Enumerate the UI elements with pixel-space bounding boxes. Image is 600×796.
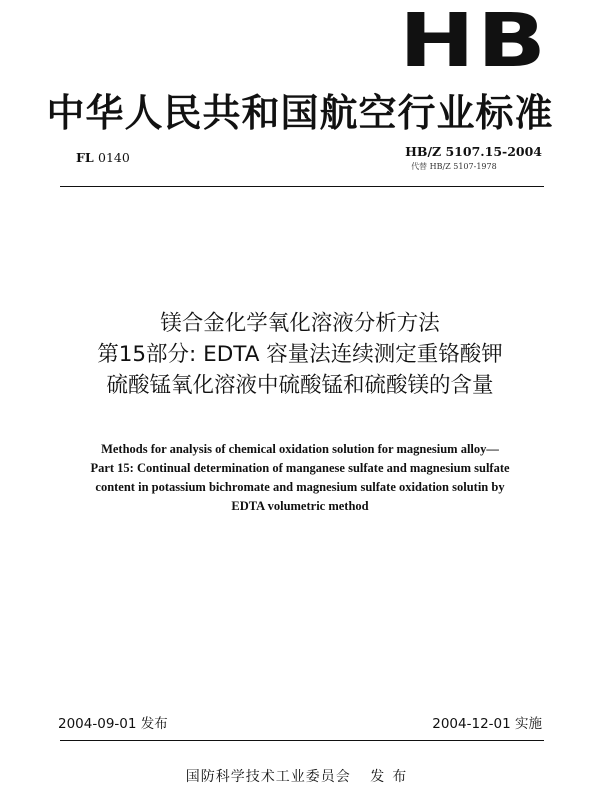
english-title-line-1: Methods for analysis of chemical oxidation solution for magnesium alloy—	[101, 442, 499, 456]
chinese-title-line-3: 硫酸锰氧化溶液中硫酸锰和硫酸镁的含量	[106, 373, 494, 398]
agency-title: 中华人民共和国航空行业标准	[46, 91, 554, 135]
header-divider	[60, 186, 544, 187]
english-title	[0, 440, 600, 516]
chinese-title-line-2: 第15部分: EDTA 容量法连续测定重铬酸钾	[97, 342, 503, 367]
publisher-name: 国防科学技术工业委员会	[185, 769, 351, 785]
english-title-line-3: content in potassium bichromate and magnesium sulfate oxidation solutin by	[95, 480, 505, 494]
hb-logo: HB	[398, 0, 548, 84]
chinese-title-line-1: 镁合金化学氧化溶液分析方法	[160, 311, 440, 336]
classification-code	[76, 150, 130, 165]
publish-verb: 发布	[370, 769, 415, 785]
standard-number: HB/Z 5107.15-2004	[405, 144, 542, 159]
chinese-title	[0, 308, 600, 401]
classification-number: 0140	[98, 150, 130, 165]
classification-prefix: FL	[76, 150, 94, 165]
standard-code-block	[405, 144, 542, 172]
implementation-date: 2004-12-01 实施	[432, 716, 542, 732]
replaces-note: 代替 HB/Z 5107-1978	[411, 162, 497, 171]
footer-divider	[60, 740, 544, 741]
publisher-line	[0, 766, 600, 786]
english-title-line-2: Part 15: Continual determination of manganese sulfate and magnesium sulfate	[90, 461, 510, 475]
issue-date: 2004-09-01 发布	[58, 716, 168, 732]
english-title-line-4: EDTA volumetric method	[231, 499, 369, 513]
